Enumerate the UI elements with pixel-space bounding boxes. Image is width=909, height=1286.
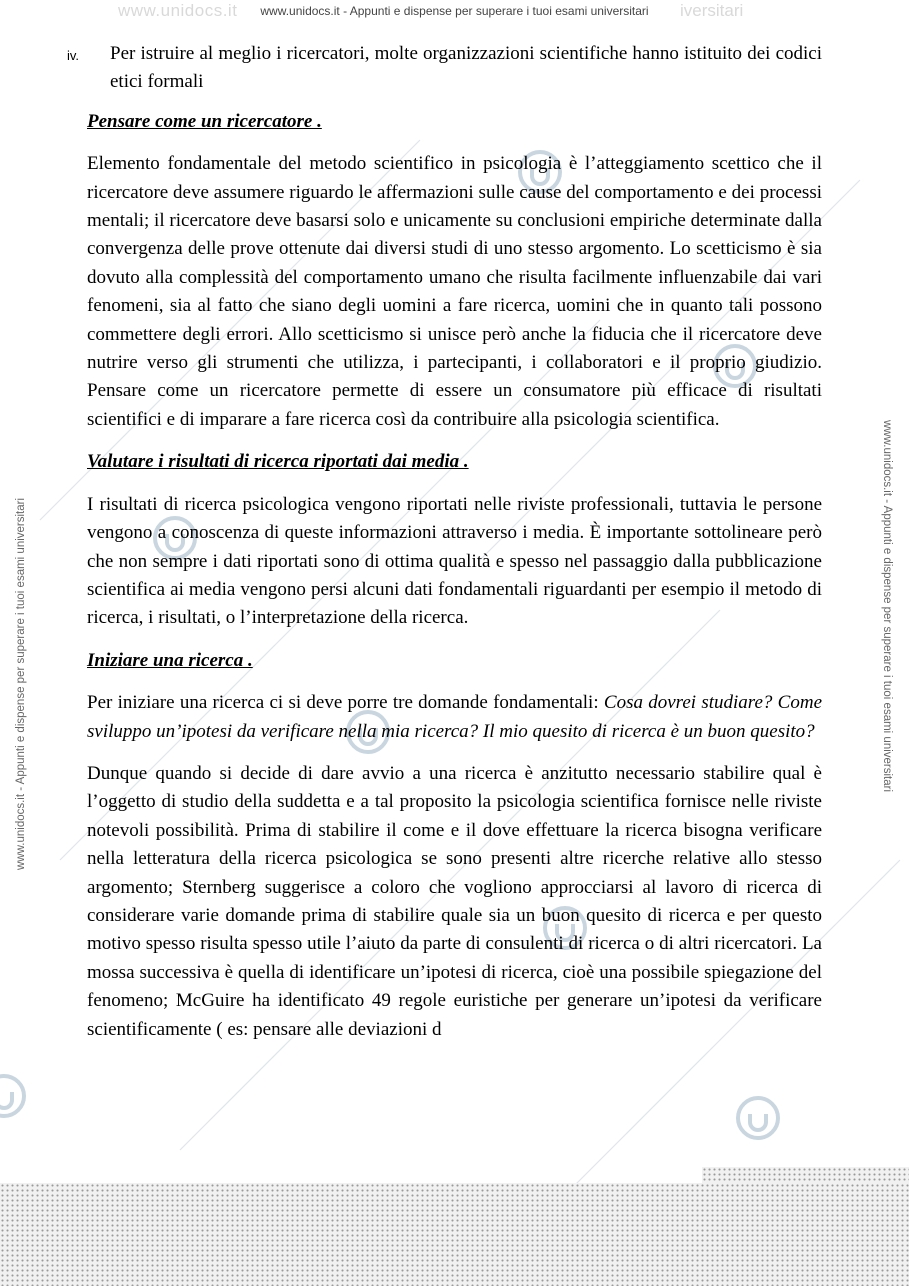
paragraph-dunque: Dunque quando si decide di dare avvio a una ricerca è anzitutto necessario stabilire qual è l’oggetto di studio della suddetta e a tal proposito la psicologia scientifica fornisce nelle riviste notevoli possibilità. Prima di stabilire il come e il dove effettuare la ricerca bisogna verificare nella letteratura della ricerca psicologica se sono presenti altre ricerche relative allo stesso argomento; Sternberg suggerisce a coloro che vogliono approcciarsi al lavoro di ricerca di considerare varie domande prima di stabilire quale sia un buon quesito di ricerca e per questo motivo spesso risulta spesso utile l’aiuto da parte di consulenti di ricerca o di altri ricercatori. La mossa successiva è quella di identificare un’ipotesi di ricerca, cioè una possibile spiegazione del fenomeno; McGuire ha identificato 49 regole euristiche per generare un’ipotesi da verificare scientificamente ( es: pensare alle deviazioni d [87, 762, 822, 1040]
header-watermark-left: www.unidocs.it [118, 1, 238, 20]
dotted-overlay [0, 1183, 909, 1286]
side-banner-left: www.unidocs.it - Appunti e dispense per superare i tuoi esami universitari [15, 497, 27, 870]
section-title-valutare: Valutare i risultati di ricerca riportati dai media . [87, 451, 469, 473]
document-body [67, 40, 822, 1058]
paragraph-pensare: Elemento fondamentale del metodo scientifico in psicologia è l’atteggiamento scettico che il ricercatore deve assumere riguardo le affermazioni sulle cause del comportamento e dei processi mentali; il ricercatore deve basarsi solo e unicamente su conclusioni empiriche determinate dalla convergenza delle prove ottenute dai diversi studi di uno stesso argomento. Lo scetticismo è sia dovuto alla complessità del comportamento umano che risulta facilmente influenzabile dai vari fenomeni, sia al fatto che siano degli uomini a fare ricerca, uomini che in quanto tali possono commettere degli errori. Allo scetticismo si unisce però anche la fiducia che il ricercatore deve nutrire verso gli strumenti che utilizza, i partecipanti, i collaboratori e il proprio giudizio. Pensare come un ricercatore permette di essere un consumatore più efficace di risultati scientifici e di imparare a fare ricerca così da contribuire alla psicologia scientifica. [87, 153, 822, 430]
unidocs-logo-icon [0, 1076, 24, 1116]
paragraph-domande [87, 689, 822, 746]
dotted-overlay-step [702, 1167, 909, 1183]
list-item [0, 40, 822, 97]
unidocs-logo-icon [738, 1098, 778, 1138]
list-item-text: Per istruire al meglio i ricercatori, molte organizzazioni scientifiche hanno istituito dei codici etici formali [110, 43, 822, 93]
section-title-iniziare: Iniziare una ricerca . [87, 649, 253, 671]
section-title-pensare: Pensare come un ricercatore . [87, 110, 322, 132]
domande-intro: Per iniziare una ricerca ci si deve porre tre domande fondamentali: [87, 692, 604, 714]
side-banner-right: www.unidocs.it - Appunti e dispense per superare i tuoi esami universitari [881, 420, 893, 793]
header-banner[interactable]: www.unidocs.it - Appunti e dispense per superare i tuoi esami universitari [260, 4, 649, 18]
header-watermark-right: iversitari [680, 1, 744, 20]
domande-italic: Cosa dovrei studiare? Come sviluppo un’ipotesi da verificare nella mia ricerca? Il mio quesito di ricerca è un buon quesito? [87, 692, 822, 742]
paragraph-valutare: I risultati di ricerca psicologica vengono riportati nelle riviste professionali, tuttavia le persone vengono a conoscenza di queste informazioni attraverso i media. È importante sottolineare però che non sempre i dati riportati sono di ottima qualità e spesso nel passaggio dalla pubblicazione scientifica ai media vengono persi alcuni dati fondamentali riguardanti per esempio il metodo di ricerca, i risultati, o l’interpretazione della ricerca. [87, 493, 822, 629]
list-marker: iv. [67, 48, 80, 63]
